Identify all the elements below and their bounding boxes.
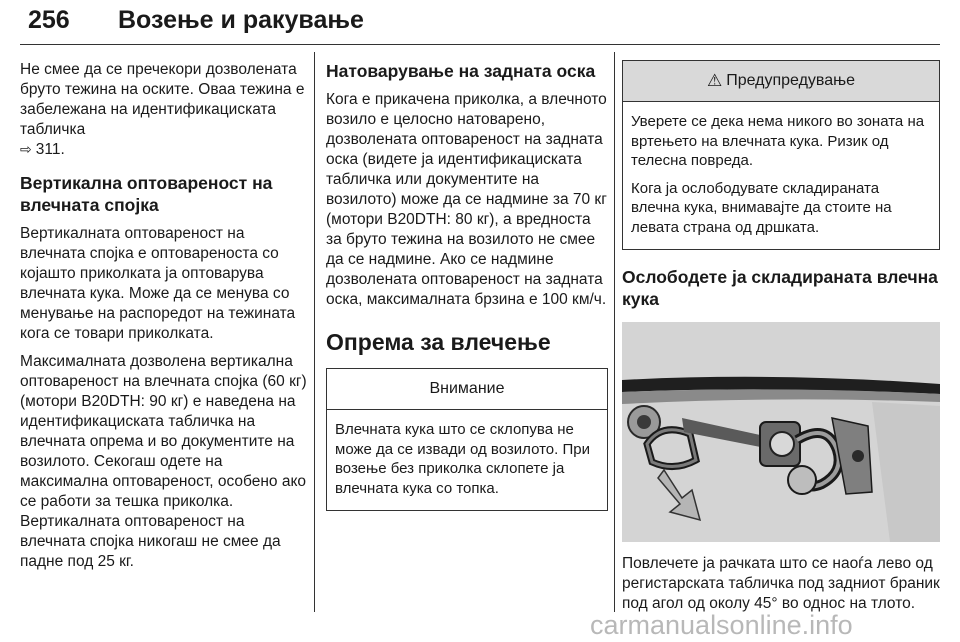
rear-axle-paragraph: Кога е прикачена приколка, а влечното возило е целосно натоварено, дозволената оптовареност на задната оска (видете ја идентификациската табличка или документите на возилото) може да се надмине за 70 кг (мотори B20DTH: 80 кг), а вредноста за бруто тежина на возилото не смее да се надмине. Ако се надмине дозволената оптовареност на задната оска, максималната брзина е 100 км/ч. [326, 91, 607, 308]
page-reference-link[interactable]: 311. [35, 141, 65, 158]
watermark: carmanualsonline.info [590, 610, 853, 640]
page-header [20, 0, 940, 46]
column-divider-1 [314, 52, 315, 612]
column-middle [326, 60, 608, 511]
notice-box [326, 368, 608, 511]
warning-box [622, 60, 940, 250]
page-number: 256 [28, 6, 70, 34]
release-instructions: Повлечете ја рачката што се наоѓа лево од регистарската табличка под задниот браник под агол од околу 45° во однос на тлото. [622, 555, 940, 612]
section-heading-rear-axle: Натоварување на задната оска [326, 61, 596, 81]
page-reference-icon: ⇨ [20, 142, 32, 158]
page-title: Возење и ракување [118, 6, 364, 34]
header-divider [20, 44, 940, 45]
notice-text: Влечната кука што се склопува не може да се извади од возилото. При возење без приколка склопете ја влечната кука со топка. [335, 421, 590, 497]
column-divider-2 [614, 52, 615, 612]
notice-title: Внимание [327, 369, 607, 410]
warning-header [623, 61, 939, 102]
warning-text-2: Кога ја ослободувате складираната влечна кука, внимавајте да стоите на левата страна од дршката. [631, 179, 892, 236]
intro-text: Не смее да се пречекори дозволената бруто тежина на оските. Оваа тежина е забележана на идентификациската табличка [20, 61, 305, 138]
vertical-load-paragraph-2: Максималната дозволена вертикална оптовареност на влечната спојка (60 кг) (мотори B20DTH: 90 кг) е наведена на идентификациската табличка на влечната опрема и во документите на возилото. Секогаш одете на максимална оптовареност, особено ако се работи за тешка приколка. Вертикалната оптовареност на влечната спојка никогаш не смее да падне под 25 кг. [20, 353, 307, 570]
column-left [20, 60, 310, 580]
vertical-load-paragraph-1: Вертикалната оптовареност на влечната спојка е оптовареноста со којашто приколката ја оптоварува влечната кука. Може да се менува со менување на распоредот на тежината кога се товари приколката. [20, 225, 296, 342]
intro-paragraph [20, 60, 310, 160]
warning-triangle-icon: ⚠ [706, 71, 723, 91]
section-heading-release-hook: Ослободете ја складираната влечна кука [622, 267, 938, 309]
column-right [622, 60, 940, 622]
tow-hook-release-illustration [622, 322, 940, 542]
warning-text-1: Уверете се дека нема никого во зоната на вртењето на влечната кука. Ризик од телесна повреда. [631, 113, 925, 169]
section-heading-vertical-load: Вертикална оптовареност на влечната спојка [20, 173, 273, 215]
warning-title: Предупредување [726, 72, 856, 89]
tow-hook-illustration-svg [622, 322, 940, 542]
section-heading-towing-equipment: Опрема за влечење [326, 329, 551, 355]
